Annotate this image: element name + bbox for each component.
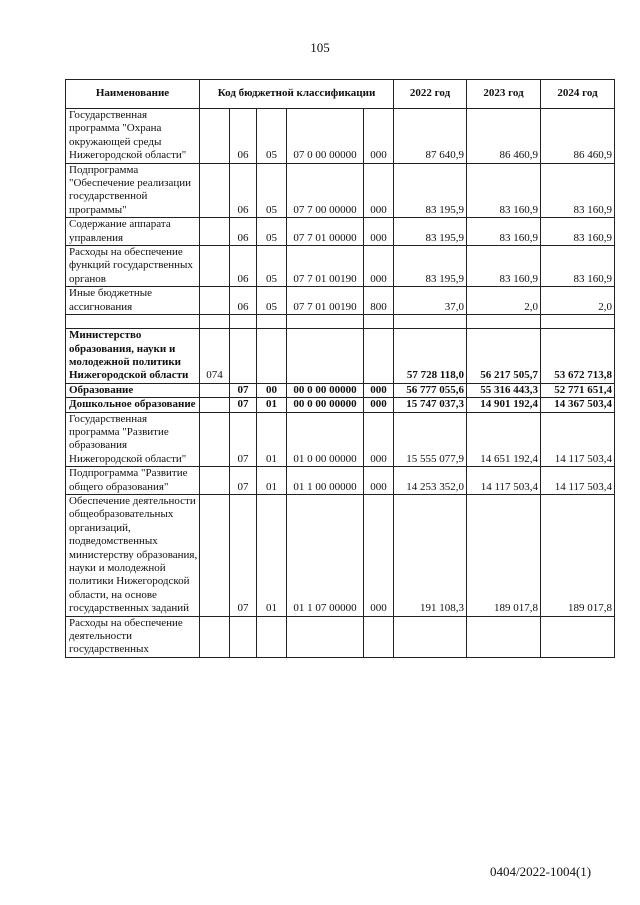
- row-subsection: 00: [257, 383, 287, 397]
- row-2024: 14 117 503,4: [541, 467, 615, 495]
- row-2024: 83 160,9: [541, 246, 615, 287]
- row-2024: 2,0: [541, 287, 615, 315]
- row-subsection: 01: [257, 467, 287, 495]
- spacer-cell: [257, 315, 287, 329]
- row-target: 07 7 01 00190: [287, 287, 364, 315]
- row-section: 06: [230, 287, 257, 315]
- row-name: Обеспечение деятельности общеобразовательных организаций, подведомственных министерству образования, науки и молодежной политики Нижегородской области, на основе государственных заданий: [66, 494, 200, 616]
- row-ministry: 074: [200, 329, 230, 384]
- row-ministry: [200, 109, 230, 164]
- row-section: 06: [230, 246, 257, 287]
- row-2023: 14 901 192,4: [467, 398, 541, 412]
- spacer-row: [66, 315, 615, 329]
- row-section: 06: [230, 109, 257, 164]
- row-ministry: [200, 412, 230, 467]
- row-2024: 53 672 713,8: [541, 329, 615, 384]
- header-2024: 2024 год: [541, 80, 615, 109]
- row-ministry: [200, 616, 230, 657]
- row-2024: 83 160,9: [541, 218, 615, 246]
- row-2024: 52 771 651,4: [541, 383, 615, 397]
- row-expense: [364, 616, 394, 657]
- table-row: [66, 412, 615, 467]
- budget-table: [65, 79, 615, 658]
- row-section: 07: [230, 383, 257, 397]
- row-2022: 83 195,9: [394, 246, 467, 287]
- table-row: [66, 383, 615, 397]
- row-subsection: 01: [257, 494, 287, 616]
- row-expense: 000: [364, 109, 394, 164]
- row-section: 07: [230, 412, 257, 467]
- row-2023: 83 160,9: [467, 163, 541, 218]
- table-row: [66, 163, 615, 218]
- row-ministry: [200, 218, 230, 246]
- row-subsection: 05: [257, 218, 287, 246]
- row-name: Иные бюджетные ассигнования: [66, 287, 200, 315]
- row-name: Государственная программа "Охрана окружающей среды Нижегородской области": [66, 109, 200, 164]
- row-name: Государственная программа "Развитие образования Нижегородской области": [66, 412, 200, 467]
- table-row: [66, 246, 615, 287]
- spacer-cell: [541, 315, 615, 329]
- row-2022: 14 253 352,0: [394, 467, 467, 495]
- row-section: 06: [230, 163, 257, 218]
- row-subsection: [257, 329, 287, 384]
- row-target: [287, 616, 364, 657]
- row-ministry: [200, 287, 230, 315]
- row-2023: 189 017,8: [467, 494, 541, 616]
- row-expense: 000: [364, 246, 394, 287]
- row-expense: 000: [364, 398, 394, 412]
- row-section: 07: [230, 494, 257, 616]
- table-row: [66, 616, 615, 657]
- row-ministry: [200, 246, 230, 287]
- row-expense: 000: [364, 383, 394, 397]
- spacer-cell: [230, 315, 257, 329]
- row-name: Дошкольное образование: [66, 398, 200, 412]
- table-row: [66, 398, 615, 412]
- row-2022: 191 108,3: [394, 494, 467, 616]
- row-2022: 56 777 055,6: [394, 383, 467, 397]
- spacer-cell: [66, 315, 200, 329]
- header-2022: 2022 год: [394, 80, 467, 109]
- table-header-row: [66, 80, 615, 109]
- row-target: [287, 329, 364, 384]
- row-2024: 14 117 503,4: [541, 412, 615, 467]
- row-2022: 57 728 118,0: [394, 329, 467, 384]
- row-section: [230, 329, 257, 384]
- row-name: Содержание аппарата управления: [66, 218, 200, 246]
- row-2024: 83 160,9: [541, 163, 615, 218]
- spacer-cell: [394, 315, 467, 329]
- row-section: [230, 616, 257, 657]
- row-subsection: 01: [257, 412, 287, 467]
- row-2022: 15 747 037,3: [394, 398, 467, 412]
- row-expense: 000: [364, 412, 394, 467]
- row-section: 06: [230, 218, 257, 246]
- row-target: 01 0 00 00000: [287, 412, 364, 467]
- row-ministry: [200, 383, 230, 397]
- row-name: Подпрограмма "Обеспечение реализации государственной программы": [66, 163, 200, 218]
- row-2023: 2,0: [467, 287, 541, 315]
- row-subsection: 05: [257, 109, 287, 164]
- spacer-cell: [467, 315, 541, 329]
- row-2022: 83 195,9: [394, 218, 467, 246]
- row-2024: [541, 616, 615, 657]
- row-expense: 000: [364, 494, 394, 616]
- row-ministry: [200, 467, 230, 495]
- row-ministry: [200, 163, 230, 218]
- header-code: Код бюджетной классификации: [200, 80, 394, 109]
- row-2023: 83 160,9: [467, 246, 541, 287]
- row-2023: 83 160,9: [467, 218, 541, 246]
- row-target: 01 1 00 00000: [287, 467, 364, 495]
- row-name: Подпрограмма "Развитие общего образования": [66, 467, 200, 495]
- row-2023: 86 460,9: [467, 109, 541, 164]
- row-2024: 86 460,9: [541, 109, 615, 164]
- row-name: Образование: [66, 383, 200, 397]
- row-section: 07: [230, 398, 257, 412]
- spacer-cell: [200, 315, 230, 329]
- row-target: 00 0 00 00000: [287, 383, 364, 397]
- row-expense: 000: [364, 163, 394, 218]
- row-target: 07 7 01 00000: [287, 218, 364, 246]
- table-row: [66, 329, 615, 384]
- row-subsection: 05: [257, 246, 287, 287]
- page-number: 105: [310, 40, 330, 55]
- row-target: 07 0 00 00000: [287, 109, 364, 164]
- document-code: 0404/2022-1004(1): [490, 864, 592, 879]
- row-expense: 000: [364, 218, 394, 246]
- row-target: 07 7 00 00000: [287, 163, 364, 218]
- table-row: [66, 467, 615, 495]
- row-2022: [394, 616, 467, 657]
- row-2024: 189 017,8: [541, 494, 615, 616]
- row-2023: 56 217 505,7: [467, 329, 541, 384]
- row-2023: 14 117 503,4: [467, 467, 541, 495]
- row-subsection: 01: [257, 398, 287, 412]
- row-target: 07 7 01 00190: [287, 246, 364, 287]
- row-2022: 15 555 077,9: [394, 412, 467, 467]
- row-2022: 83 195,9: [394, 163, 467, 218]
- header-name: Наименование: [66, 80, 200, 109]
- row-ministry: [200, 398, 230, 412]
- row-section: 07: [230, 467, 257, 495]
- row-2023: [467, 616, 541, 657]
- spacer-cell: [287, 315, 364, 329]
- row-expense: [364, 329, 394, 384]
- row-subsection: 05: [257, 163, 287, 218]
- row-2023: 55 316 443,3: [467, 383, 541, 397]
- spacer-cell: [364, 315, 394, 329]
- row-target: 01 1 07 00000: [287, 494, 364, 616]
- row-target: 00 0 00 00000: [287, 398, 364, 412]
- row-name: Расходы на обеспечение деятельности государственных: [66, 616, 200, 657]
- row-ministry: [200, 494, 230, 616]
- row-subsection: [257, 616, 287, 657]
- row-2024: 14 367 503,4: [541, 398, 615, 412]
- table-row: [66, 494, 615, 616]
- table-row: [66, 218, 615, 246]
- table-row: [66, 287, 615, 315]
- row-name: Расходы на обеспечение функций государственных органов: [66, 246, 200, 287]
- row-expense: 800: [364, 287, 394, 315]
- row-name: Министерство образования, науки и молодежной политики Нижегородской области: [66, 329, 200, 384]
- row-2022: 87 640,9: [394, 109, 467, 164]
- row-expense: 000: [364, 467, 394, 495]
- table-row: [66, 109, 615, 164]
- row-subsection: 05: [257, 287, 287, 315]
- row-2023: 14 651 192,4: [467, 412, 541, 467]
- header-2023: 2023 год: [467, 80, 541, 109]
- row-2022: 37,0: [394, 287, 467, 315]
